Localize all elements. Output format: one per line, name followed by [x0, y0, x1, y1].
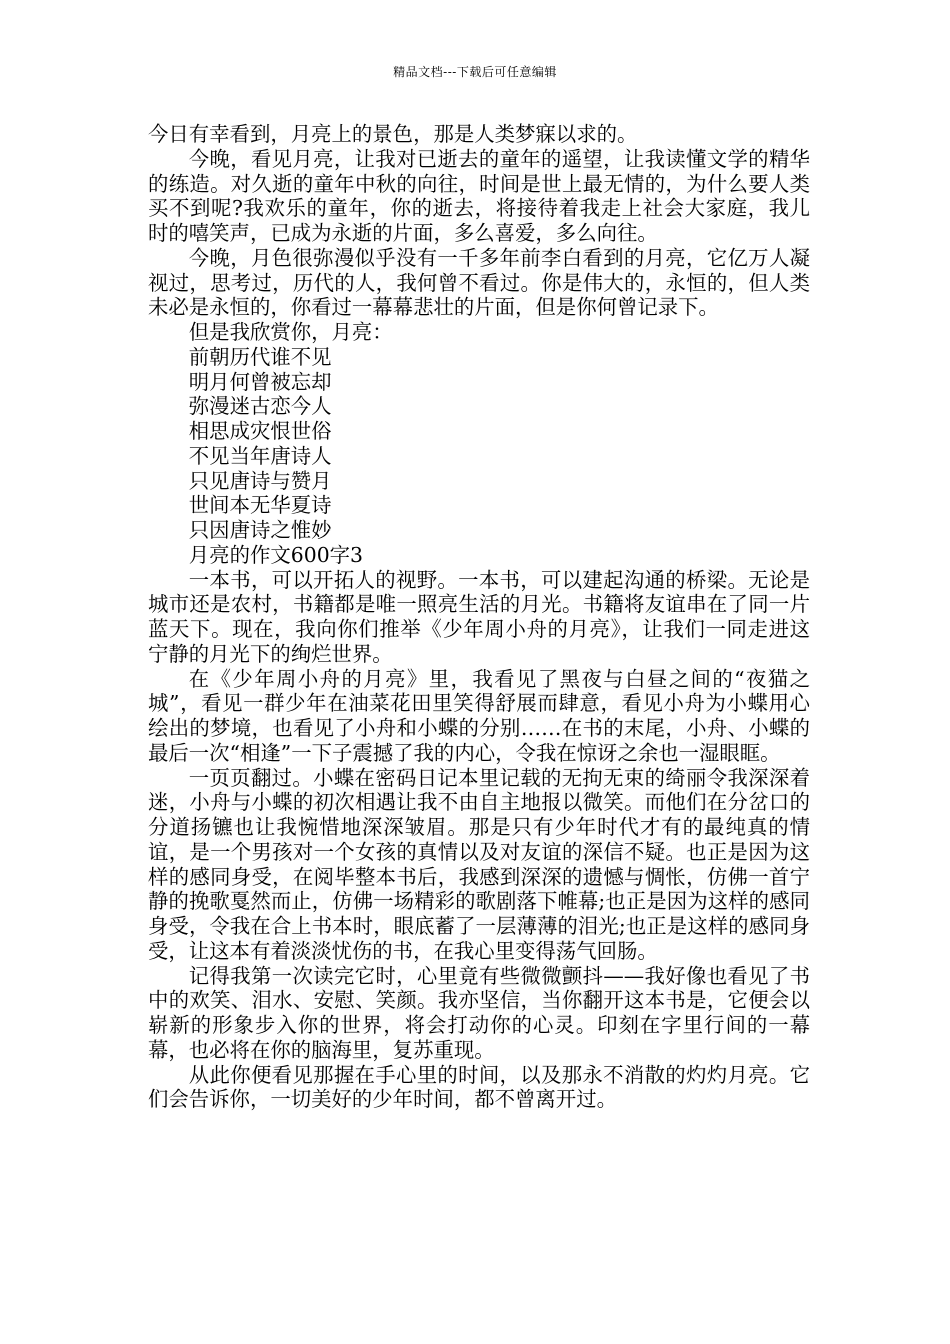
paragraph: 从此你便看见那握在手心里的时间，以及那永不消散的灼灼月亮。它们会告诉你，一切美好的少年时间，都不曾离开过。 — [148, 1062, 810, 1112]
verse-line: 不见当年唐诗人 — [188, 443, 332, 468]
verse-line: 相思成灾恨世俗 — [188, 419, 332, 443]
verse-line: 前朝历代谁不见 — [188, 344, 332, 369]
page-header: 精品文档---下载后可任意编辑 — [393, 65, 557, 79]
paragraph: 今晚，看见月亮，让我对已逝去的童年的遥望，让我读懂文学的精华的练造。对久逝的童年中秋的向往，时间是世上最无情的，为什么要人类买不到呢?我欢乐的童年，你的逝去，将接待着我走上社会大家庭，我儿时的嘻笑声，已成为永逝的片面，多么喜爱，多么向往。 — [148, 146, 810, 245]
paragraph: 今晚，月色很弥漫似乎没有一千多年前李白看到的月亮，它亿万人凝视过，思考过，历代的人，我何曾不看过。你是伟大的，永恒的，但人类未必是永恒的，你看过一幕幕悲壮的片面，但是你何曾记录下。 — [148, 245, 810, 320]
paragraph: 在《少年周小舟的月亮》里，我看见了黑夜与白昼之间的“夜猫之城”，看见一群少年在油菜花田里笑得舒展而肆意，看见小舟为小蝶用心绘出的梦境，也看见了小舟和小蝶的分别……在书的末尾，小舟、小蝶的最后一次“相逢”一下子震撼了我的内心，令我在惊讶之余也一湿眼眶。 — [148, 666, 810, 765]
document-body — [148, 122, 810, 1112]
verse-line: 只因唐诗之惟妙 — [188, 518, 332, 542]
section-heading: 月亮的作文600字3 — [188, 542, 364, 567]
verse-line: 但是我欣赏你，月亮： — [188, 320, 393, 344]
verse-line: 明月何曾被忘却 — [188, 369, 332, 394]
verse-line: 只见唐诗与赞月 — [188, 468, 332, 493]
verse-line: 世间本无华夏诗 — [188, 493, 332, 518]
verse-line: 弥漫迷古恋今人 — [188, 394, 332, 419]
paragraph: 今日有幸看到，月亮上的景色，那是人类梦寐以求的。 — [148, 122, 638, 146]
paragraph: 记得我第一次读完它时，心里竟有些微微颤抖——我好像也看见了书中的欢笑、泪水、安慰、笑颜。我亦坚信，当你翻开这本书是，它便会以崭新的形象步入你的世界，将会打动你的心灵。印刻在字里行间的一幕幕，也必将在你的脑海里，复苏重现。 — [148, 963, 810, 1062]
paragraph: 一本书，可以开拓人的视野。一本书，可以建起沟通的桥梁。无论是城市还是农村，书籍都是唯一照亮生活的月光。书籍将友谊串在了同一片蓝天下。现在，我向你们推举《少年周小舟的月亮》，让我们一同走进这宁静的月光下的绚烂世界。 — [148, 567, 810, 666]
paragraph: 一页页翻过。小蝶在密码日记本里记载的无拘无束的绮丽令我深深着迷，小舟与小蝶的初次相遇让我不由自主地报以微笑。而他们在分岔口的分道扬镳也让我惋惜地深深皱眉。那是只有少年时代才有的最纯真的情谊，是一个男孩对一个女孩的真情以及对友谊的深信不疑。也正是因为这样的感同身受，在阅毕整本书后，我感到深深的遗憾与惆怅，仿佛一首宁静的挽歌戛然而止，仿佛一场精彩的歌剧落下帷幕;也正是因为这样的感同身受，令我在合上书本时，眼底蓄了一层薄薄的泪光;也正是这样的感同身受，让这本有着淡淡忧伤的书，在我心里变得荡气回肠。 — [148, 765, 810, 963]
